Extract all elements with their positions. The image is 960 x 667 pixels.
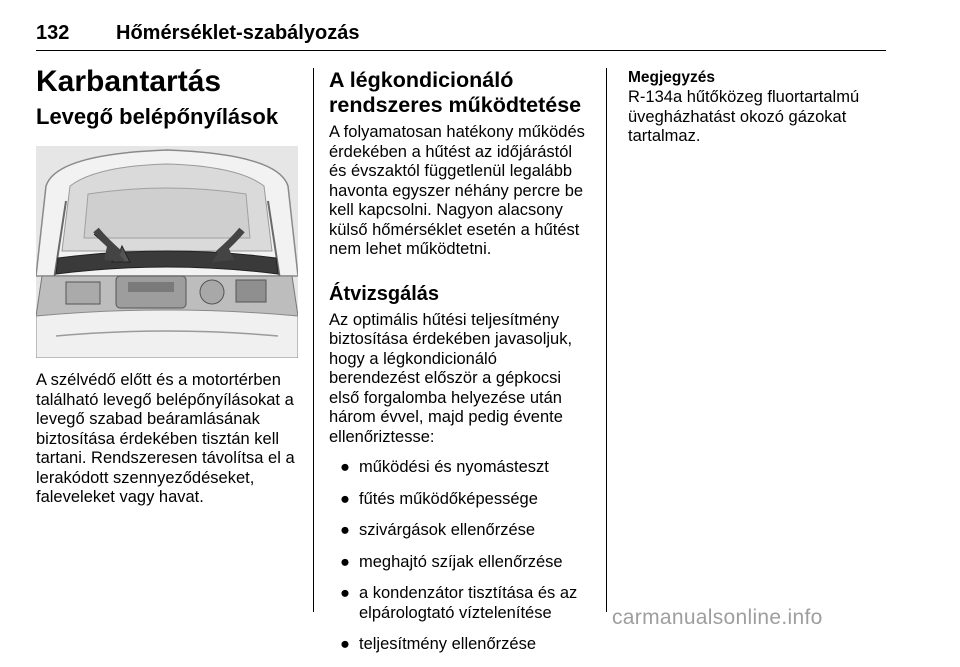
subsection-title: Levegő belépőnyílások [36, 104, 279, 129]
list-item: ● meghajtó szíjak ellenőrzése [340, 552, 563, 571]
list-item: ● fűtés működőképessége [340, 489, 538, 508]
list-item: ● működési és nyomásteszt [340, 458, 549, 476]
bullet-icon: ● [340, 584, 350, 602]
regular-operation-paragraph: A folyamatosan hatékony működés érdekében a hűtést az időjárástól és évszaktól függetlenül legalább havonta egyszer néhány percre be kell kapcsolni. Nagyon alacsony külső hőmérséklet esetén a hűtést nem lehet működtetni. [329, 123, 585, 258]
left-column [36, 66, 298, 508]
section-title: Karbantartás [36, 65, 222, 98]
inspection-paragraph: Az optimális hűtési teljesítmény biztosítása érdekében javasoljuk, hogy a légkondicionáló berendezést először a gépkocsi első forgalomba helyezése után három évvel, majd pedig évente ellenőriztesse: [329, 310, 573, 446]
list-item: ● a kondenzátor tisztítása és az elpárologtató víztelenítése [340, 584, 578, 622]
right-column [628, 69, 880, 147]
open-hood-engine-svg [36, 146, 298, 358]
page-number: 132 [36, 22, 70, 44]
note-text: R-134a hűtőközeg fluortartalmú üvegházhatást okozó gázokat tartalmaz. [628, 88, 860, 145]
inspection-title: Átvizsgálás [329, 282, 440, 305]
note-label: Megjegyzés [628, 69, 716, 86]
inspection-list [329, 458, 591, 655]
air-inlet-paragraph: A szélvédő előtt és a motortérben található levegő belépőnyílásokat a levegő szabad beáramlásának biztosítása érdekében tisztán kell tartani. Rendszeresen távolítsa el a lerakódott szennyeződéseket, faleveleket vagy havat. [36, 371, 295, 506]
bullet-icon: ● [340, 635, 350, 653]
engine-bay-illustration [36, 146, 298, 358]
column-divider-right [606, 68, 607, 612]
bullet-icon: ● [340, 489, 350, 508]
bullet-icon: ● [340, 458, 350, 476]
running-title: Hőmérséklet-szabályozás [116, 22, 360, 44]
regular-operation-title: A légkondicionáló rendszeres működtetése [329, 68, 582, 117]
page-header [36, 22, 886, 51]
middle-column [329, 68, 591, 667]
list-item: ● teljesítmény ellenőrzése [340, 635, 537, 653]
column-divider-left [313, 68, 314, 612]
bullet-icon: ● [340, 552, 350, 571]
list-item: ● szivárgások ellenőrzése [340, 521, 536, 539]
bullet-icon: ● [340, 521, 350, 539]
watermark-link[interactable]: carmanualsonline.info [612, 606, 823, 629]
